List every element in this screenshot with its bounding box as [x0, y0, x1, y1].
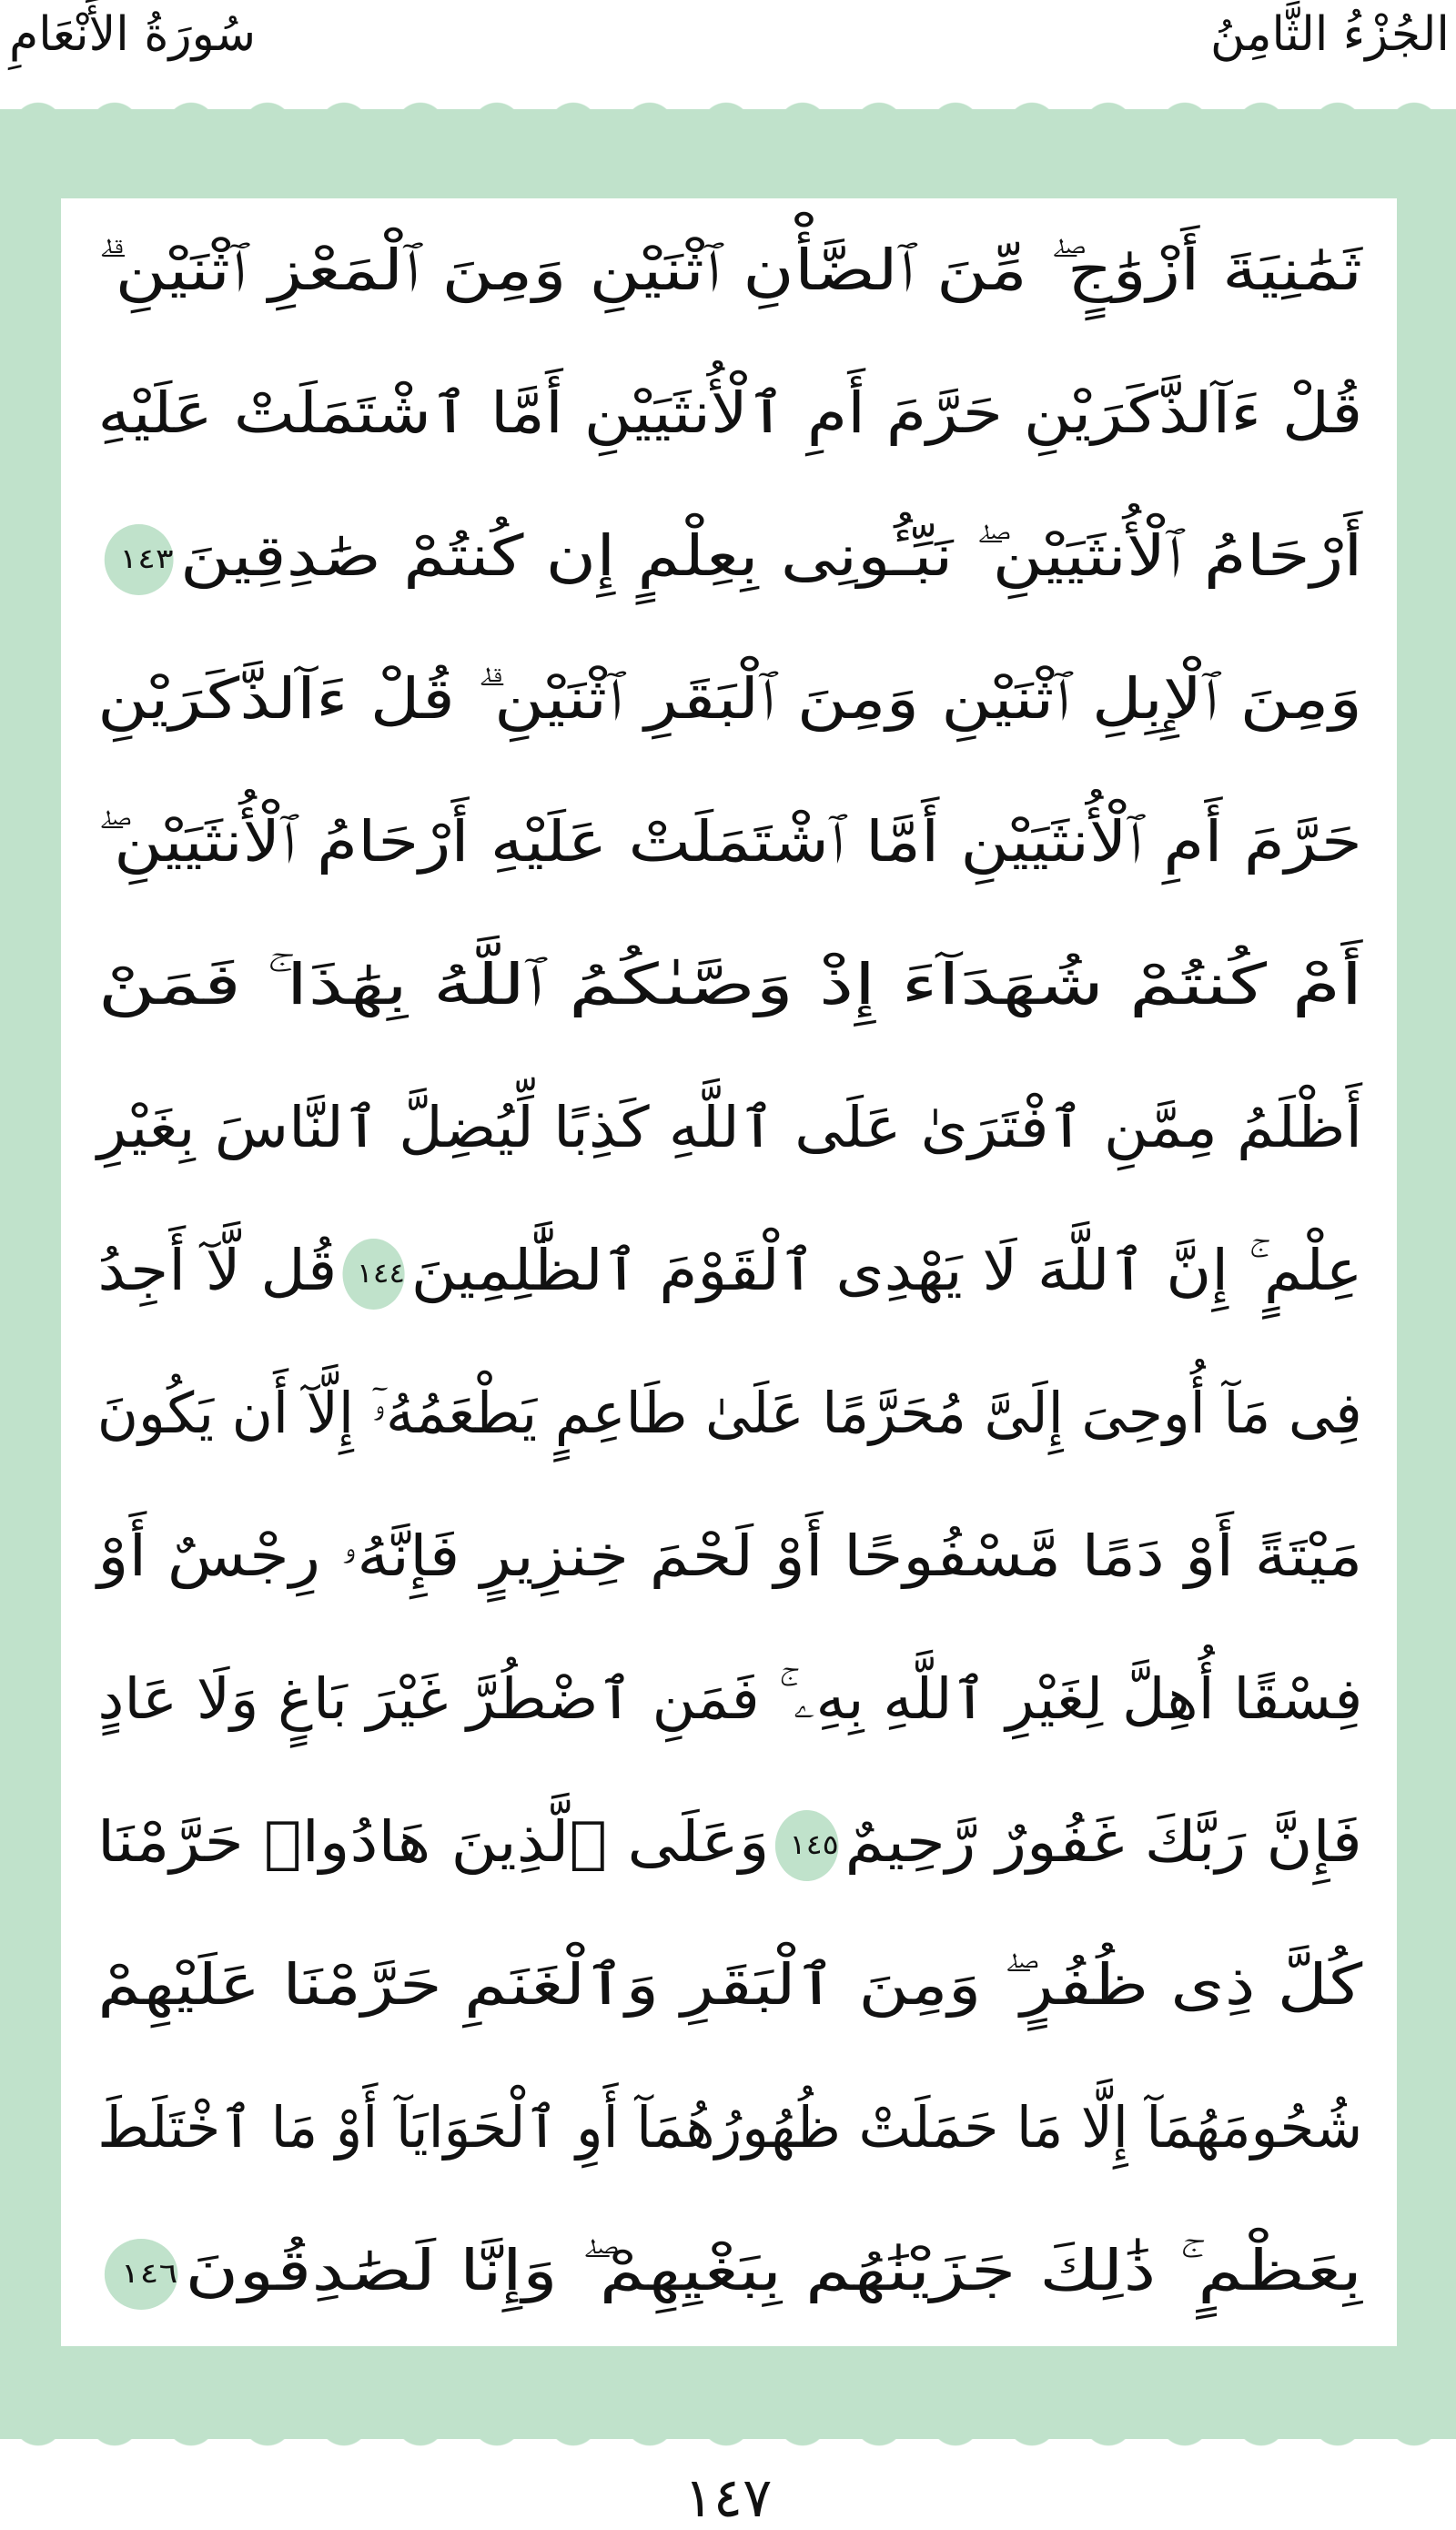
- verse-line: [97, 198, 1362, 341]
- verse-line: [97, 770, 1362, 913]
- verse-text: أَظْلَمُ مِمَّنِ ٱفْتَرَىٰ عَلَى ٱللَّهِ كَذِبًا لِّيُضِلَّ ٱلنَّاسَ بِغَيْرِ: [97, 1094, 1362, 1160]
- quran-text-panel: [61, 198, 1397, 2346]
- ayah-number-marker: ١٤٥: [775, 1810, 839, 1881]
- verse-text: وَعَلَى ٱلَّذِينَ هَادُوا۟ حَرَّمْنَا: [96, 1808, 770, 1875]
- verse-line: [97, 627, 1362, 770]
- verse-text: مَيْتَةً أَوْ دَمًا مَّسْفُوحًا أَوْ لَحْمَ خِنزِيرٍ فَإِنَّهُۥ رِجْسٌ أَوْ: [97, 1523, 1362, 1589]
- verse-line-text: [97, 198, 1362, 341]
- ayah-number-marker: ١٤٣: [104, 524, 173, 595]
- verse-text: أَرْحَامُ ٱلْأُنثَيَيْنِ ۖ نَبِّـُٔونِى بِعِلْمٍ إِن كُنتُمْ صَٰدِقِينَ: [179, 522, 1362, 589]
- verse-line-text: [97, 341, 1362, 484]
- juz-header: الجُزْءُ الثَّامِنُ: [1210, 7, 1450, 62]
- verse-text: قُلْ ءَآلذَّكَرَيْنِ حَرَّمَ أَمِ ٱلْأُنثَيَيْنِ أَمَّا ٱشْتَمَلَتْ عَلَيْهِ: [97, 380, 1362, 446]
- verse-line: [97, 1913, 1362, 2056]
- verse-line-text: [97, 1341, 1362, 1484]
- verse-text: فَإِنَّ رَبَّكَ غَفُورٌ رَّحِيمٌ: [844, 1808, 1362, 1875]
- verse-line: [97, 1627, 1362, 1770]
- verse-line-text: [97, 913, 1362, 1056]
- verse-line: [97, 1199, 1362, 1341]
- scalloped-border-top: [0, 91, 1456, 127]
- verse-line: [97, 2199, 1362, 2342]
- verse-line-text: [97, 2199, 1362, 2342]
- verse-line: [97, 1341, 1362, 1484]
- verse-line: [97, 1484, 1362, 1627]
- ayah-number-marker: ١٤٤: [343, 1239, 405, 1310]
- scalloped-border-bottom: [0, 2421, 1456, 2457]
- verse-text: ثَمَٰنِيَةَ أَزْوَٰجٍ ۖ مِّنَ ٱلضَّأْنِ ٱثْنَيْنِ وَمِنَ ٱلْمَعْزِ ٱثْنَيْنِ ۗ: [97, 237, 1362, 303]
- verse-line-text: [97, 2056, 1362, 2199]
- verse-line-text: [97, 1627, 1362, 1770]
- verse-line-text: [97, 1913, 1362, 2056]
- verse-line-text: [97, 1770, 1362, 1913]
- verse-text: فِسْقًا أُهِلَّ لِغَيْرِ ٱللَّهِ بِهِۦ ۚ فَمَنِ ٱضْطُرَّ غَيْرَ بَاغٍ وَلَا عَادٍ: [97, 1665, 1362, 1732]
- verse-line-text: [97, 770, 1362, 913]
- verse-text: وَمِنَ ٱلْإِبِلِ ٱثْنَيْنِ وَمِنَ ٱلْبَقَرِ ٱثْنَيْنِ ۗ قُلْ ءَآلذَّكَرَيْنِ: [97, 665, 1362, 732]
- page-number: ١٤٧: [683, 2466, 773, 2530]
- verse-line: [97, 1770, 1362, 1913]
- surah-name-header: سُورَةُ الأَنْعَامِ: [9, 7, 257, 62]
- verse-line-text: [97, 1199, 1362, 1341]
- verse-line-text: [97, 1056, 1362, 1199]
- verse-text: بِعَظْمٍ ۚ ذَٰلِكَ جَزَيْنَٰهُم بِبَغْيِهِمْ ۖ وَإِنَّا لَصَٰدِقُونَ: [185, 2237, 1362, 2303]
- verse-line: [97, 341, 1362, 484]
- verse-text: حَرَّمَ أَمِ ٱلْأُنثَيَيْنِ أَمَّا ٱشْتَمَلَتْ عَلَيْهِ أَرْحَامُ ٱلْأُنثَيَيْنِ ۖ: [97, 808, 1362, 875]
- verse-line: [97, 913, 1362, 1056]
- verse-line: [97, 1056, 1362, 1199]
- verse-text: فِى مَآ أُوحِىَ إِلَىَّ مُحَرَّمًا عَلَىٰ طَاعِمٍ يَطْعَمُهُۥٓ إِلَّآ أَن يَكُونَ: [97, 1380, 1362, 1446]
- verse-line: [97, 2056, 1362, 2199]
- verse-text: أَمْ كُنتُمْ شُهَدَآءَ إِذْ وَصَّىٰكُمُ ٱللَّهُ بِهَٰذَا ۚ فَمَنْ: [97, 951, 1362, 1017]
- verse-line-text: [97, 627, 1362, 770]
- verse-text: كُلَّ ذِى ظُفُرٍ ۖ وَمِنَ ٱلْبَقَرِ وَٱلْغَنَمِ حَرَّمْنَا عَلَيْهِمْ: [97, 1951, 1362, 2018]
- verse-text: قُل لَّآ أَجِدُ: [97, 1237, 338, 1303]
- verse-text: شُحُومَهُمَآ إِلَّا مَا حَمَلَتْ ظُهُورُهُمَآ أَوِ ٱلْحَوَايَآ أَوْ مَا ٱخْتَلَطَ: [97, 2094, 1362, 2161]
- ayah-number-marker: ١٤٦: [105, 2239, 178, 2310]
- verse-line: [97, 484, 1362, 627]
- verse-line-text: [97, 1484, 1362, 1627]
- verse-line-text: [97, 484, 1362, 627]
- verse-text: عِلْمٍ ۚ إِنَّ ٱللَّهَ لَا يَهْدِى ٱلْقَوْمَ ٱلظَّٰلِمِينَ: [410, 1237, 1363, 1303]
